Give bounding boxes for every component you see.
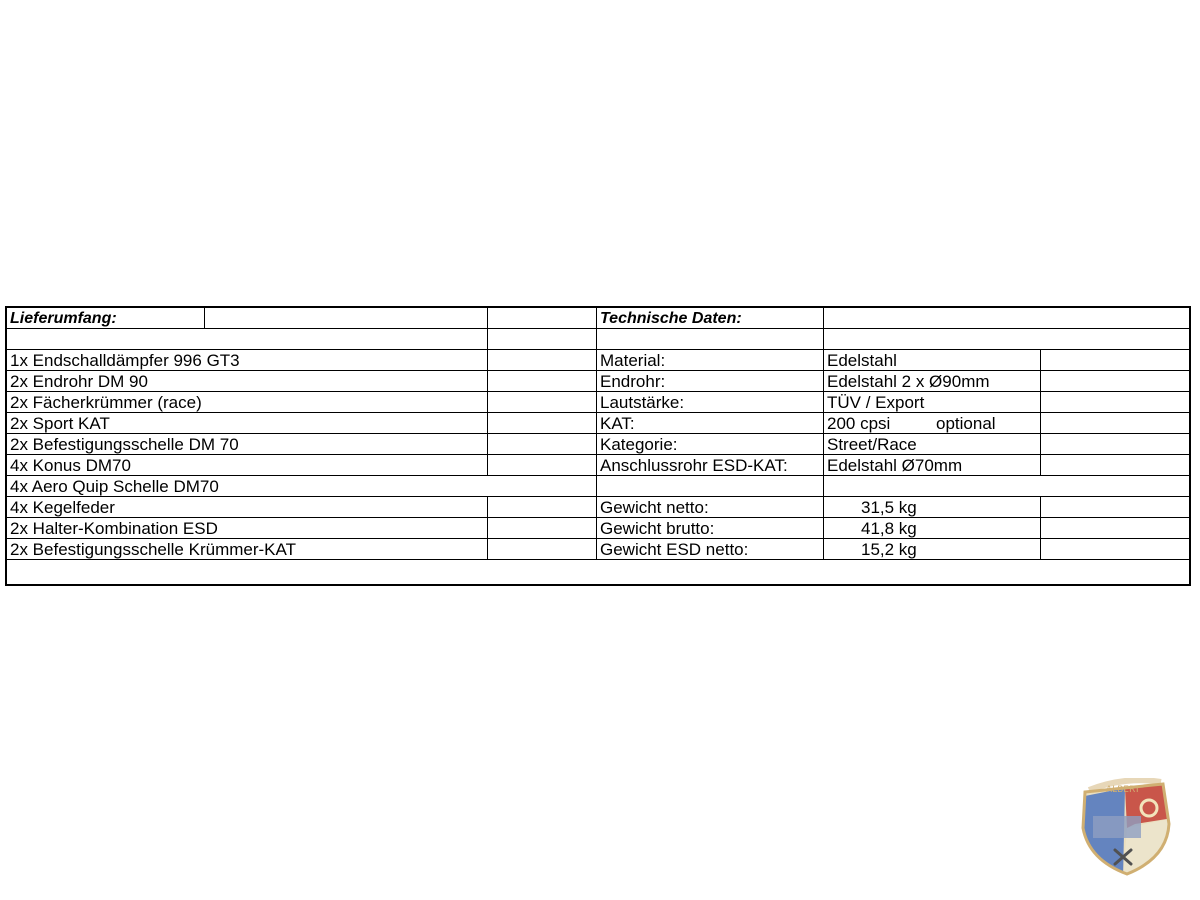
spec-label: Gewicht netto: (600, 498, 709, 517)
table-row (7, 434, 1189, 455)
table-row (7, 497, 1189, 518)
table-row (7, 371, 1189, 392)
scope-item: 2x Befestigungsschelle Krümmer-KAT (10, 540, 296, 559)
scope-item: 2x Befestigungsschelle DM 70 (10, 435, 239, 454)
spec-value: 41,8 kg (861, 519, 917, 538)
table-empty-row (7, 329, 1189, 350)
table-row (7, 518, 1189, 539)
scope-item: 4x Aero Quip Schelle DM70 (10, 477, 219, 496)
spec-value: 200 cpsi (827, 414, 891, 433)
table-row (7, 539, 1189, 560)
spec-sheet-table (5, 306, 1191, 586)
spec-label: Material: (600, 351, 666, 370)
table-row (7, 476, 1189, 497)
spec-label: KAT: (600, 414, 635, 433)
table-row (7, 350, 1189, 371)
spec-label: Gewicht ESD netto: (600, 540, 749, 559)
spec-value: Edelstahl (827, 351, 897, 370)
spec-label: Lautstärke: (600, 393, 685, 412)
scope-item: 2x Sport KAT (10, 414, 110, 433)
table-row (7, 413, 1189, 434)
spec-value: Street/Race (827, 435, 917, 454)
spec-value: Edelstahl Ø70mm (827, 456, 963, 475)
table-row (7, 392, 1189, 413)
scope-item: 1x Endschalldämpfer 996 GT3 (10, 351, 240, 370)
spec-label: Anschlussrohr ESD-KAT: (600, 456, 788, 475)
spec-value: TÜV / Export (827, 393, 925, 412)
table-row (7, 455, 1189, 476)
scope-item: 2x Halter-Kombination ESD (10, 519, 218, 538)
header-lieferumfang: Lieferumfang: (10, 310, 117, 327)
table-header-row (7, 308, 1189, 329)
spec-label: Endrohr: (600, 372, 666, 391)
spec-label: Gewicht brutto: (600, 519, 715, 538)
scope-item: 2x Endrohr DM 90 (10, 372, 148, 391)
scope-item: 4x Kegelfeder (10, 498, 115, 517)
crest-text: ALBERT (1105, 785, 1141, 795)
scope-item: 4x Konus DM70 (10, 456, 131, 475)
scope-item: 2x Fächerkrümmer (race) (10, 393, 202, 412)
albert-crest-logo (1075, 778, 1173, 878)
spec-value: Edelstahl 2 x Ø90mm (827, 372, 990, 391)
spec-label: Kategorie: (600, 435, 678, 454)
header-technische-daten: Technische Daten: (600, 310, 742, 327)
table-empty-row (7, 560, 1189, 581)
spec-value: 31,5 kg (861, 498, 917, 517)
spec-value: 15,2 kg (861, 540, 917, 559)
spec-extra: optional (936, 414, 996, 433)
